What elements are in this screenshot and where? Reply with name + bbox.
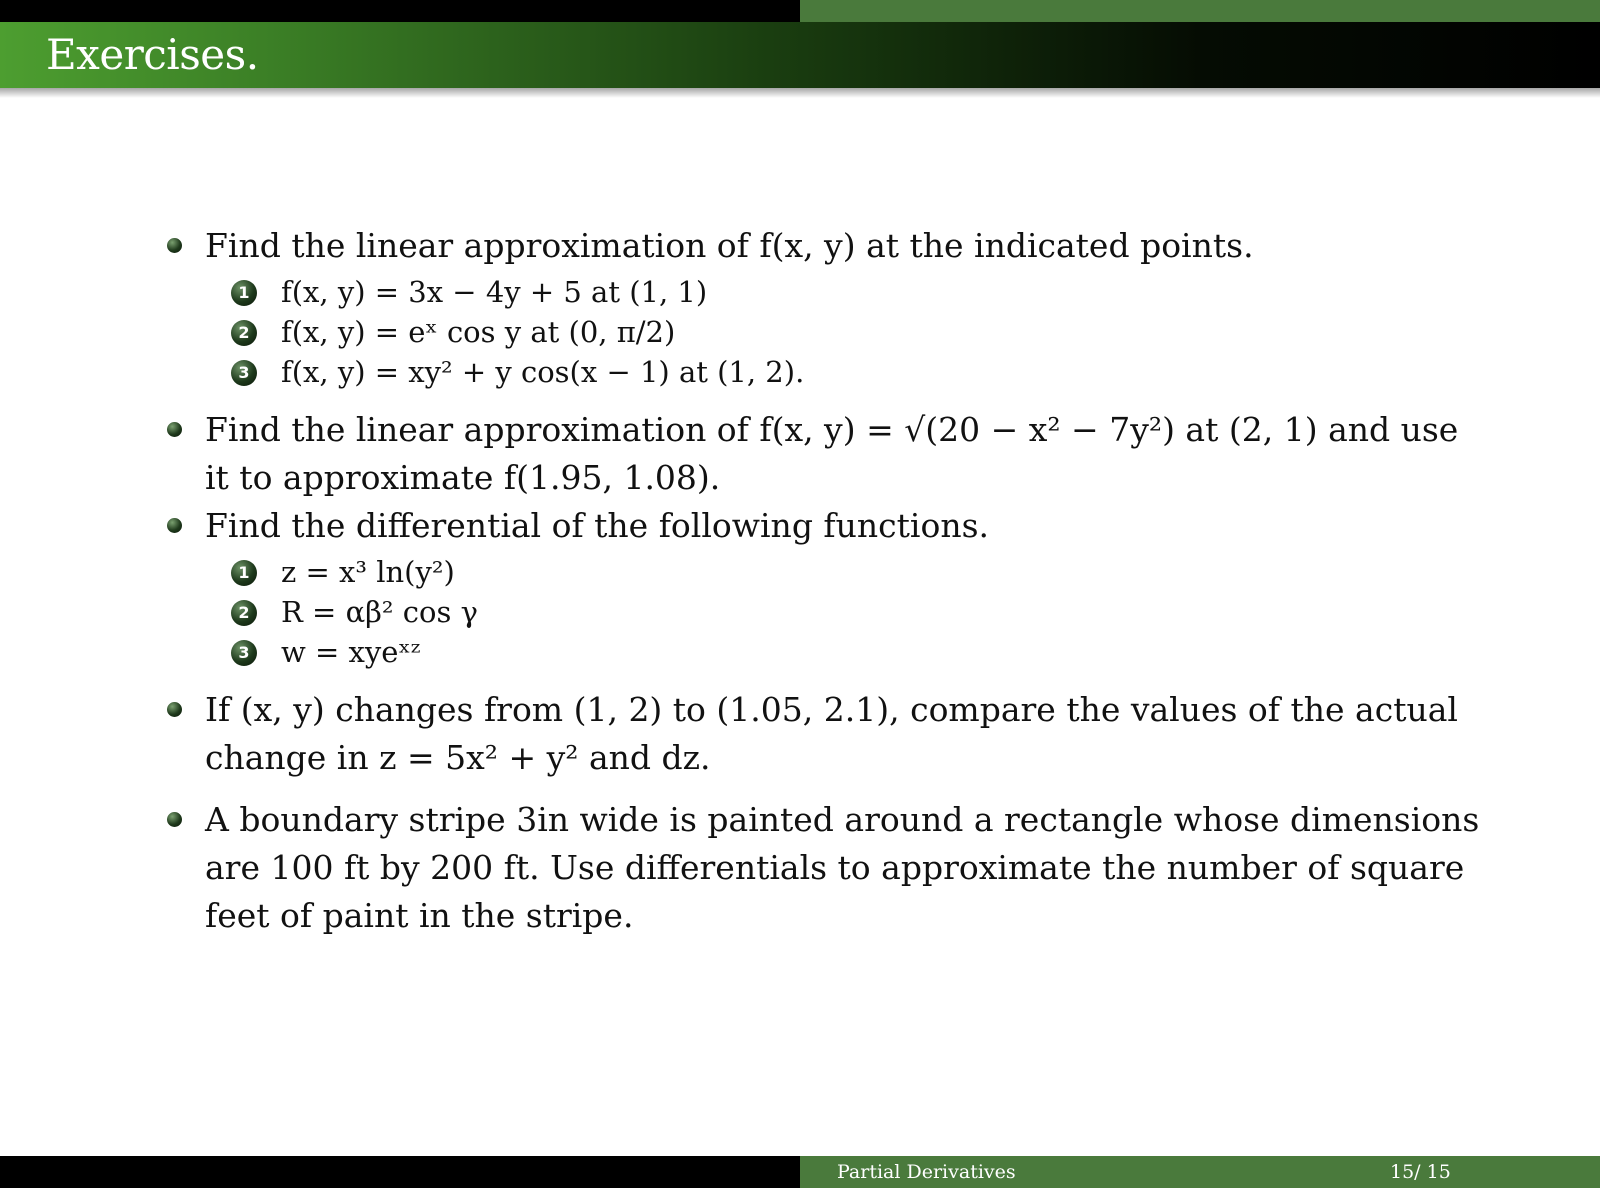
exercise-text: Find the linear approximation of f(x, y) at the indicated points. xyxy=(205,226,1254,265)
sub-item-text: f(x, y) = 3x − 4y + 5 at (1, 1) xyxy=(281,275,708,309)
sub-list xyxy=(165,272,1485,392)
slide-title: Exercises. xyxy=(46,30,259,79)
page-number: 15/ 15 xyxy=(1390,1161,1451,1183)
exercise-item xyxy=(165,796,1485,940)
bullet-icon xyxy=(167,238,182,253)
exercise-list xyxy=(165,222,1485,940)
sub-item xyxy=(165,312,1485,352)
exercise-item xyxy=(165,686,1485,782)
sub-item xyxy=(165,592,1485,632)
bullet-icon xyxy=(167,518,182,533)
title-bar xyxy=(0,22,1600,88)
exercise-text: If (x, y) changes from (1, 2) to (1.05, 2.1), compare the values of the actual change in z = 5x² + y² and dz. xyxy=(205,690,1458,777)
number-badge-icon: 2 xyxy=(231,320,257,346)
sub-list xyxy=(165,552,1485,672)
sub-item xyxy=(165,632,1485,672)
footer-left xyxy=(0,1156,800,1188)
title-bar-shadow xyxy=(0,88,1600,98)
exercise-item xyxy=(165,222,1485,270)
sub-item-text: z = x³ ln(y²) xyxy=(281,555,455,589)
bullet-icon xyxy=(167,702,182,717)
number-badge-icon: 2 xyxy=(231,600,257,626)
number-badge-icon: 3 xyxy=(231,360,257,386)
exercise-text: Find the differential of the following functions. xyxy=(205,506,989,545)
bullet-icon xyxy=(167,422,182,437)
sub-item-text: f(x, y) = xy² + y cos(x − 1) at (1, 2). xyxy=(281,355,805,389)
exercise-text: A boundary stripe 3in wide is painted around a rectangle whose dimensions are 100 ft by 200 ft. Use differentials to approximate the number of square feet of paint in the stripe. xyxy=(205,800,1480,935)
sub-item-text: R = αβ² cos γ xyxy=(281,595,478,629)
number-badge-icon: 3 xyxy=(231,640,257,666)
exercise-item xyxy=(165,502,1485,550)
top-strip xyxy=(0,0,1600,22)
sub-item xyxy=(165,352,1485,392)
sub-item-text: w = xyeˣᶻ xyxy=(281,635,421,669)
exercise-item xyxy=(165,406,1485,502)
number-badge-icon: 1 xyxy=(231,560,257,586)
number-badge-icon: 1 xyxy=(231,280,257,306)
footer-bar xyxy=(0,1156,1600,1188)
top-strip-left xyxy=(0,0,800,22)
sub-item-text: f(x, y) = eˣ cos y at (0, π/2) xyxy=(281,315,676,349)
bullet-icon xyxy=(167,812,182,827)
sub-item xyxy=(165,552,1485,592)
footer-title: Partial Derivatives xyxy=(837,1161,1016,1183)
sub-item xyxy=(165,272,1485,312)
exercise-text: Find the linear approximation of f(x, y) = √(20 − x² − 7y²) at (2, 1) and use it to approximate f(1.95, 1.08). xyxy=(205,410,1459,497)
top-strip-right xyxy=(800,0,1600,22)
